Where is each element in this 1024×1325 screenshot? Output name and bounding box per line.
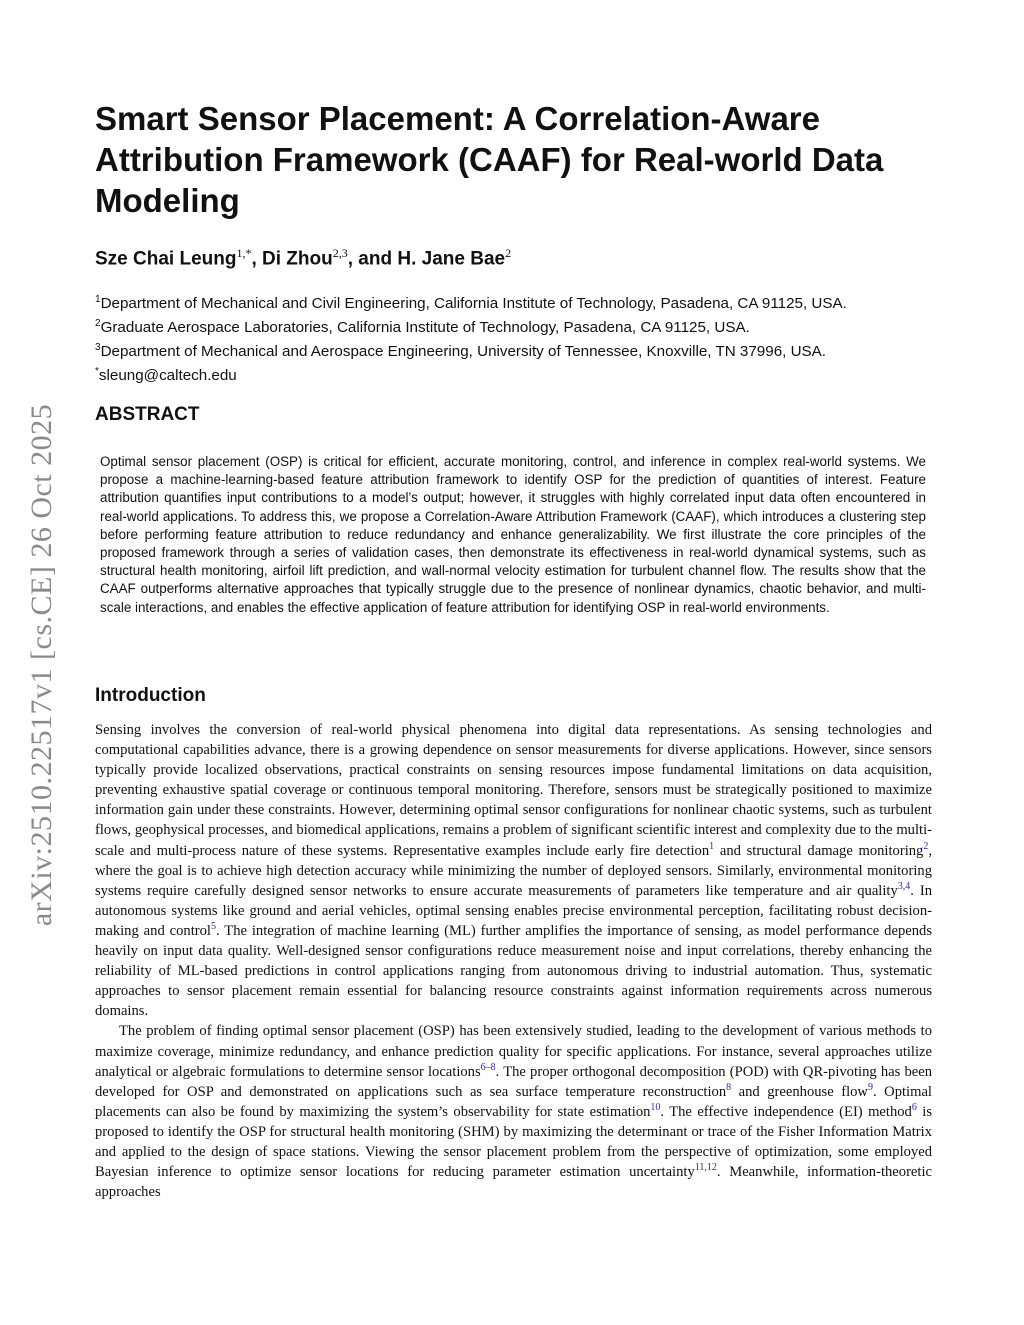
citation-link[interactable]: 10 — [650, 1101, 661, 1113]
abstract-heading: ABSTRACT — [95, 404, 200, 425]
intro-text-run: is proposed to identify the OSP for structural health monitoring (SHM) by maximizing the determinant or trace of the Fisher Information Matrix and applied to the design of space stations. Viewing the sensor placement problem from the perspective of optimization, some employed Bayesian inference to optimize sensor locations for reducing parameter estimation uncertainty — [95, 1103, 933, 1181]
affiliation-list — [95, 290, 955, 386]
author-affiliation-mark: 2 — [505, 246, 512, 260]
intro-text-run: . In autonomous systems like ground and aerial vehicles, optimal sensing enables precise environmental perception, facilitating robust decision-making and control — [95, 882, 932, 939]
intro-text-run: . Meanwhile, information-theoretic approaches — [95, 1164, 932, 1201]
affiliation-text: Department of Mechanical and Civil Engineering, California Institute of Technology, Pasadena, CA 91125, USA. — [100, 295, 847, 313]
intro-text-run: and structural damage monitoring — [714, 842, 924, 859]
affiliation-mark: * — [95, 366, 99, 378]
intro-paragraph — [95, 720, 932, 1021]
corresponding-email-line — [95, 362, 955, 386]
affiliation-mark: 3 — [95, 342, 101, 354]
citation-link[interactable]: 9 — [867, 1081, 873, 1093]
citation-link[interactable]: 2 — [923, 840, 929, 852]
intro-text-run: . The proper orthogonal decomposition (POD) with QR-pivoting has been developed for OSP and demonstrated on applications such as sea surface temperature reconstruction — [95, 1063, 932, 1100]
intro-text-run: and greenhouse flow — [731, 1083, 868, 1100]
author-affiliation-mark: 2,3 — [332, 246, 348, 260]
paper-title: Smart Sensor Placement: A Correlation-Aware Attribution Framework (CAAF) for Real-world Data Modeling — [95, 100, 884, 219]
author-list — [95, 240, 935, 272]
author-name: Di Zhou — [262, 248, 333, 270]
intro-text-run: The problem of finding optimal sensor placement (OSP) has been extensively studied, leading to the development of various methods to maximize coverage, minimize redundancy, and enhance prediction quality for specific applications. For instance, several approaches utilize analytical or algebraic formulations to determine sensor locations — [95, 1023, 932, 1080]
author-affiliation-mark: 1,* — [236, 246, 252, 260]
intro-paragraph — [95, 1021, 932, 1202]
arxiv-identifier-stamp: arXiv:2510.22517v1 [cs.CE] 26 Oct 2025 — [25, 403, 58, 927]
affiliation-text: Graduate Aerospace Laboratories, California Institute of Technology, Pasadena, CA 91125, USA. — [100, 319, 750, 337]
author-separator: , and — [347, 248, 398, 270]
intro-text-run: . The integration of machine learning (ML) further amplifies the importance of sensing, as model performance depends heavily on input data quality. Well-designed sensor configurations reduce measurement noise and input correlations, thereby enhancing the reliability of ML-based predictions in control applications ranging from autonomous driving to industrial automation. Thus, systematic approaches to sensor placement remain essential for balancing resource constraints against information requirements across numerous domains. — [95, 922, 932, 1020]
introduction-heading: Introduction — [95, 685, 206, 706]
affiliation-text: Department of Mechanical and Aerospace Engineering, University of Tennessee, Knoxville, TN 37996, USA. — [100, 343, 827, 361]
citation-link[interactable]: 8 — [726, 1081, 732, 1093]
intro-text-run: . The effective independence (EI) method — [660, 1103, 912, 1120]
citation-link[interactable]: 3,4 — [897, 880, 911, 892]
author-name: H. Jane Bae — [397, 248, 506, 270]
citation-link[interactable]: 6–8 — [480, 1061, 496, 1073]
intro-text-run: Sensing involves the conversion of real-world physical phenomena into digital data representations. As sensing technologies and computational capabilities advance, there is a growing dependence on sensor measurements for diverse applications. However, since sensors typically provide localized observations, practical constraints on sensing resources impose fundamental limitations on data acquisition, preventing exhaustive spatial coverage or continuous temporal monitoring. Therefore, sensors must be strategically positioned to maximize information gain under these constraints. However, determining optimal sensor configurations for nonlinear chaotic systems, such as turbulent flows, geophysical processes, and biomedical applications, remains a problem of significant scientific interest and complexity due to the multi-scale and multi-process nature of these systems. Representative examples include early fire detection — [95, 722, 932, 859]
citation-link[interactable]: 6 — [911, 1101, 917, 1113]
author-separator: , — [251, 248, 263, 270]
intro-text-run: . Optimal placements can also be found by maximizing the system’s observability for state estimation — [95, 1083, 932, 1120]
affiliation-line — [95, 314, 955, 338]
citation-link[interactable]: 1 — [709, 840, 715, 852]
introduction-body — [95, 720, 932, 1202]
affiliation-line — [95, 290, 955, 314]
affiliation-line — [95, 338, 955, 362]
intro-text-run: , where the goal is to achieve high detection accuracy while minimizing the number of deployed sensors. Similarly, environmental monitoring systems require carefully designed sensor networks to ensure accurate measurements of parameters like temperature and air quality — [95, 842, 933, 899]
corresponding-email[interactable]: sleung@caltech.edu — [98, 367, 237, 385]
citation-link[interactable]: 5 — [211, 921, 216, 933]
citation-link[interactable]: 11,12 — [694, 1162, 717, 1174]
affiliation-mark: 2 — [95, 318, 101, 330]
affiliation-mark: 1 — [95, 294, 101, 305]
abstract-text: Optimal sensor placement (OSP) is critical for efficient, accurate monitoring, control, and inference in complex real-world systems. We propose a machine-learning-based feature attribution framework to identify OSP for the prediction of quantities of interest. Feature attribution quantifies input contributions to a model’s output; however, it struggles with highly correlated input data often encountered in real-world applications. To address this, we propose a Correlation-Aware Attribution Framework (CAAF), which introduces a clustering step before performing feature attribution to reduce redundancy and enhance generalizability. We first illustrate the core principles of the proposed framework through a series of validation cases, then demonstrate its effectiveness in real-world dynamical systems, such as structural health monitoring, airfoil lift prediction, and wall-normal velocity estimation for turbulent channel flow. The results show that the CAAF outperforms alternative approaches that typically struggle due to the presence of nonlinear dynamics, chaotic behavior, and multi-scale interactions, and enables the effective application of feature attribution for identifying OSP in real-world environments. — [100, 454, 926, 615]
author-name: Sze Chai Leung — [95, 248, 237, 270]
